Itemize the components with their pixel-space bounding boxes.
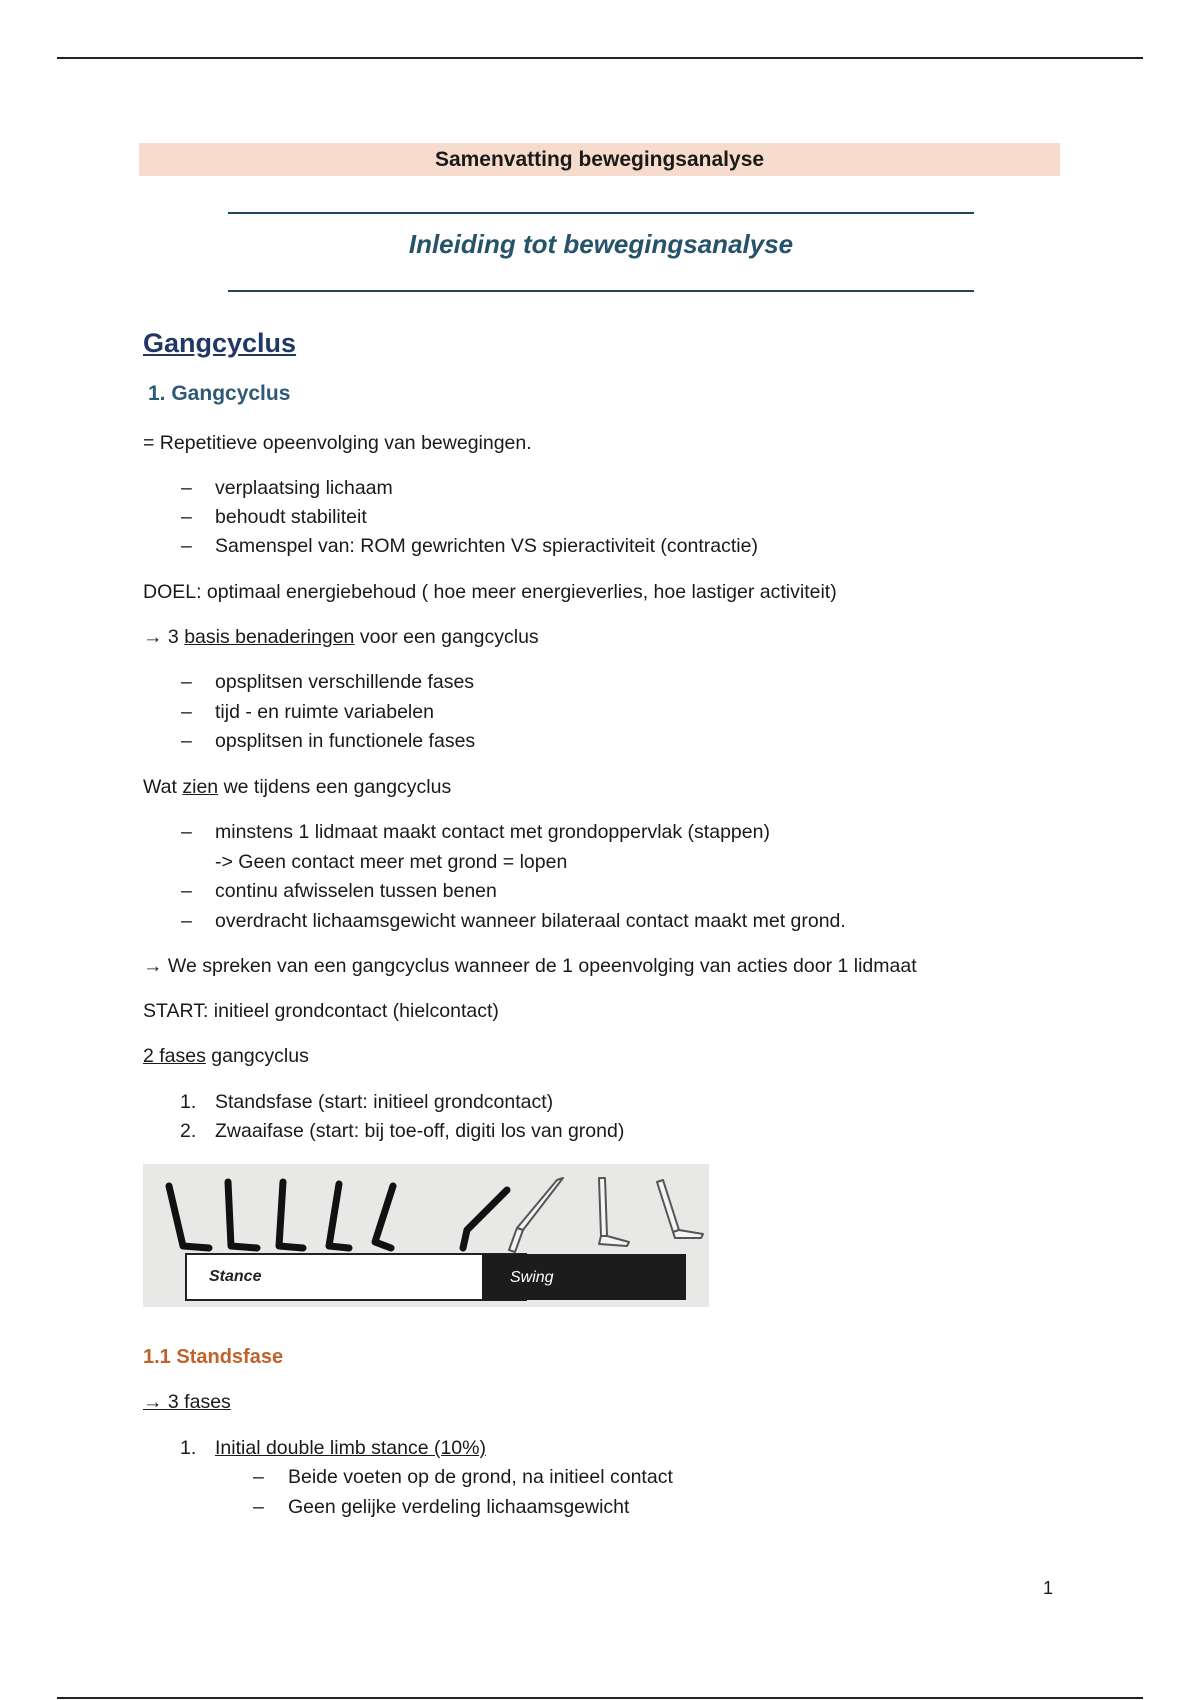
list-item: Samenspel van: ROM gewrichten VS spieractiviteit (contractie) (215, 535, 758, 557)
list-item: overdracht lichaamsgewicht wanneer bilateraal contact maakt met grond. (215, 910, 846, 932)
bullet-dash: – (181, 671, 192, 693)
list-item: opsplitsen in functionele fases (215, 730, 476, 752)
three-fases-text: → 3 fases (143, 1391, 231, 1413)
list-item: Geen gelijke verdeling lichaamsgewicht (288, 1496, 630, 1518)
section-heading: Gangcyclus (143, 328, 297, 358)
document-banner-title: Samenvatting bewegingsanalyse (139, 143, 1060, 176)
list-item: minstens 1 lidmaat maakt contact met grondoppervlak (stappen) (215, 821, 770, 843)
stance-label: Stance (209, 1268, 262, 1285)
doel-text: DOEL: optimaal energiebehoud ( hoe meer energieverlies, hoe lastiger activiteit) (143, 581, 837, 603)
leg-swing-3-shank (657, 1180, 679, 1232)
subtitle-rule-top (228, 212, 974, 214)
list-item: tijd - en ruimte variabelen (215, 701, 434, 723)
bullet-dash: – (181, 730, 192, 752)
top-rule (57, 57, 1143, 59)
numbered-marker: 1. (180, 1437, 197, 1459)
phase-title: Initial double limb stance (10%) (215, 1437, 486, 1459)
numbered-marker: 1. (180, 1091, 197, 1113)
leg-swing-2-shank (599, 1178, 607, 1236)
leg-swing-3-foot (673, 1230, 703, 1238)
leg-stance-4 (329, 1184, 349, 1248)
numbered-item: Standsfase (start: initieel grondcontact) (215, 1091, 554, 1113)
swing-label: Swing (510, 1269, 554, 1286)
leg-swing-1-foot (509, 1228, 523, 1252)
start-text: START: initieel grondcontact (hielcontact) (143, 1000, 499, 1022)
list-item: opsplitsen verschillende fases (215, 671, 475, 693)
bullet-dash: – (181, 535, 192, 557)
definition-text: = Repetitieve opeenvolging van bewegingen. (143, 432, 532, 454)
gait-cycle-figure (143, 1164, 709, 1307)
bullet-dash: – (181, 880, 192, 902)
wat-line: Wat zien we tijdens een gangcyclus (143, 776, 452, 798)
numbered-marker: 2. (180, 1120, 197, 1142)
bottom-rule (57, 1697, 1143, 1699)
leg-stance-6 (463, 1190, 507, 1248)
fases-line: 2 fases gangcyclus (143, 1045, 309, 1067)
subsubsection-heading: 1.1 Standsfase (143, 1346, 284, 1368)
list-item: continu afwisselen tussen benen (215, 880, 497, 902)
bullet-dash: – (181, 910, 192, 932)
bullet-dash: – (181, 701, 192, 723)
bullet-dash: – (181, 477, 192, 499)
list-item: Beide voeten op de grond, na initieel contact (288, 1466, 673, 1488)
list-item: verplaatsing lichaam (215, 477, 393, 499)
leg-stance-5 (375, 1186, 393, 1248)
bullet-dash: – (181, 506, 192, 528)
list-item-continuation: -> Geen contact meer met grond = lopen (215, 851, 568, 873)
stance-legs (169, 1182, 507, 1248)
swing-legs (509, 1178, 703, 1252)
bullet-dash: – (253, 1496, 264, 1518)
spreken-text: → We spreken van een gangcyclus wanneer de 1 opeenvolging van acties door 1 lidmaat (143, 955, 917, 977)
leg-swing-2-foot (599, 1236, 629, 1246)
page-number: 1 (1043, 1578, 1054, 1598)
leg-stance-3 (279, 1182, 303, 1248)
leg-stance-1 (169, 1186, 209, 1248)
bullet-dash: – (181, 821, 192, 843)
list-item: behoudt stabiliteit (215, 506, 367, 528)
basis-line: → 3 basis benaderingen voor een gangcyclus (143, 626, 539, 648)
subtitle-rule-bottom (228, 290, 974, 292)
leg-swing-1-shank (517, 1178, 563, 1230)
chapter-subtitle: Inleiding tot bewegingsanalyse (408, 229, 794, 259)
leg-stance-2 (228, 1182, 257, 1248)
subsection-heading: 1. Gangcyclus (148, 382, 291, 405)
bullet-dash: – (253, 1466, 264, 1488)
numbered-item: Zwaaifase (start: bij toe-off, digiti los van grond) (215, 1120, 625, 1142)
gait-illustration (143, 1164, 709, 1307)
